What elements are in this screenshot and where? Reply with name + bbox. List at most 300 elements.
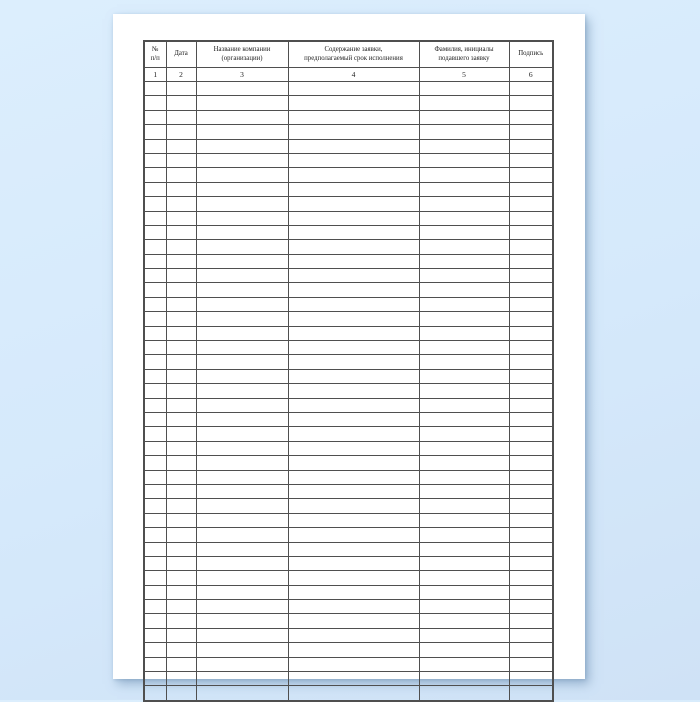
table-cell-company — [196, 614, 288, 628]
table-cell-number — [144, 384, 166, 398]
table-cell-number — [144, 312, 166, 326]
table-cell-signature — [509, 211, 553, 225]
table-cell-applicant — [419, 225, 509, 239]
table-cell-request — [288, 153, 419, 167]
table-cell-date — [166, 110, 196, 124]
table-cell-applicant — [419, 484, 509, 498]
table-cell-number — [144, 412, 166, 426]
table-cell-number — [144, 355, 166, 369]
table-cell-company — [196, 168, 288, 182]
table-cell-number — [144, 225, 166, 239]
table-cell-date — [166, 556, 196, 570]
table-cell-request — [288, 686, 419, 701]
table-cell-company — [196, 283, 288, 297]
table-cell-company — [196, 139, 288, 153]
table-cell-date — [166, 412, 196, 426]
table-row — [144, 398, 553, 412]
column-header-line: предполагаемый срок исполнения — [304, 54, 403, 62]
table-cell-date — [166, 672, 196, 686]
table-cell-signature — [509, 528, 553, 542]
table-cell-date — [166, 686, 196, 701]
column-index-date: 2 — [166, 68, 196, 82]
table-cell-date — [166, 484, 196, 498]
table-cell-applicant — [419, 427, 509, 441]
table-cell-date — [166, 312, 196, 326]
table-cell-number — [144, 82, 166, 96]
table-cell-applicant — [419, 82, 509, 96]
table-cell-number — [144, 269, 166, 283]
table-header-row — [144, 41, 553, 68]
table-cell-signature — [509, 326, 553, 340]
table-cell-signature — [509, 441, 553, 455]
table-cell-signature — [509, 600, 553, 614]
table-row — [144, 585, 553, 599]
table-cell-date — [166, 182, 196, 196]
table-cell-signature — [509, 341, 553, 355]
table-cell-applicant — [419, 456, 509, 470]
column-index-request: 4 — [288, 68, 419, 82]
table-cell-company — [196, 254, 288, 268]
table-cell-company — [196, 96, 288, 110]
table-row — [144, 96, 553, 110]
table-cell-number — [144, 657, 166, 671]
table-cell-number — [144, 240, 166, 254]
table-cell-request — [288, 355, 419, 369]
table-cell-applicant — [419, 326, 509, 340]
table-cell-signature — [509, 297, 553, 311]
table-cell-applicant — [419, 585, 509, 599]
table-cell-request — [288, 412, 419, 426]
table-cell-applicant — [419, 513, 509, 527]
table-cell-request — [288, 82, 419, 96]
column-index-row — [144, 68, 553, 82]
table-cell-date — [166, 657, 196, 671]
table-cell-date — [166, 427, 196, 441]
table-cell-company — [196, 240, 288, 254]
column-index-company: 3 — [196, 68, 288, 82]
table-cell-signature — [509, 312, 553, 326]
column-header-line: Фамилия, инициалы — [434, 46, 494, 54]
table-cell-request — [288, 585, 419, 599]
table-cell-number — [144, 571, 166, 585]
table-cell-company — [196, 225, 288, 239]
table-cell-number — [144, 283, 166, 297]
table-cell-request — [288, 125, 419, 139]
table-cell-number — [144, 139, 166, 153]
table-row — [144, 643, 553, 657]
table-cell-date — [166, 341, 196, 355]
table-cell-signature — [509, 96, 553, 110]
table-row — [144, 211, 553, 225]
table-cell-signature — [509, 125, 553, 139]
column-header-number — [144, 41, 166, 68]
table-cell-company — [196, 326, 288, 340]
column-header-request — [288, 41, 419, 68]
table-cell-number — [144, 672, 166, 686]
table-cell-date — [166, 82, 196, 96]
table-cell-company — [196, 412, 288, 426]
table-cell-request — [288, 456, 419, 470]
table-row — [144, 528, 553, 542]
table-cell-request — [288, 269, 419, 283]
table-cell-signature — [509, 672, 553, 686]
table-cell-request — [288, 96, 419, 110]
table-cell-date — [166, 499, 196, 513]
table-cell-company — [196, 211, 288, 225]
table-cell-applicant — [419, 412, 509, 426]
table-cell-number — [144, 125, 166, 139]
table-cell-applicant — [419, 125, 509, 139]
table-cell-signature — [509, 470, 553, 484]
table-cell-company — [196, 643, 288, 657]
table-cell-number — [144, 110, 166, 124]
table-cell-signature — [509, 153, 553, 167]
table-cell-date — [166, 355, 196, 369]
table-row — [144, 499, 553, 513]
table-cell-applicant — [419, 297, 509, 311]
table-cell-request — [288, 139, 419, 153]
table-cell-date — [166, 643, 196, 657]
table-cell-number — [144, 556, 166, 570]
table-cell-request — [288, 542, 419, 556]
table-cell-number — [144, 585, 166, 599]
table-cell-applicant — [419, 182, 509, 196]
table-cell-number — [144, 398, 166, 412]
table-cell-applicant — [419, 528, 509, 542]
table-cell-signature — [509, 556, 553, 570]
table-cell-number — [144, 297, 166, 311]
table-cell-signature — [509, 355, 553, 369]
table-cell-number — [144, 614, 166, 628]
table-cell-company — [196, 341, 288, 355]
table-cell-date — [166, 269, 196, 283]
table-cell-signature — [509, 225, 553, 239]
table-cell-number — [144, 326, 166, 340]
table-cell-date — [166, 96, 196, 110]
table-cell-signature — [509, 513, 553, 527]
table-cell-number — [144, 441, 166, 455]
table-row — [144, 139, 553, 153]
table-cell-company — [196, 355, 288, 369]
table-cell-applicant — [419, 211, 509, 225]
table-cell-signature — [509, 168, 553, 182]
table-cell-date — [166, 369, 196, 383]
table-cell-number — [144, 254, 166, 268]
table-cell-signature — [509, 499, 553, 513]
table-cell-number — [144, 153, 166, 167]
table-cell-date — [166, 168, 196, 182]
table-cell-company — [196, 398, 288, 412]
table-cell-signature — [509, 110, 553, 124]
table-cell-applicant — [419, 341, 509, 355]
table-row — [144, 628, 553, 642]
table-cell-applicant — [419, 110, 509, 124]
table-cell-signature — [509, 686, 553, 701]
table-cell-applicant — [419, 96, 509, 110]
table-cell-request — [288, 441, 419, 455]
table-cell-signature — [509, 614, 553, 628]
table-cell-company — [196, 441, 288, 455]
table-cell-applicant — [419, 672, 509, 686]
table-head — [144, 41, 553, 82]
table-cell-request — [288, 484, 419, 498]
column-header-line: (организации) — [221, 54, 263, 62]
table-cell-signature — [509, 628, 553, 642]
table-row — [144, 283, 553, 297]
table-row — [144, 384, 553, 398]
column-index-signature: 6 — [509, 68, 553, 82]
table-cell-date — [166, 542, 196, 556]
column-index-number: 1 — [144, 68, 166, 82]
table-cell-request — [288, 528, 419, 542]
table-cell-number — [144, 643, 166, 657]
table-row — [144, 153, 553, 167]
table-cell-company — [196, 686, 288, 701]
table-cell-request — [288, 225, 419, 239]
table-cell-applicant — [419, 369, 509, 383]
table-cell-company — [196, 600, 288, 614]
table-cell-request — [288, 211, 419, 225]
table-cell-signature — [509, 197, 553, 211]
table-cell-request — [288, 499, 419, 513]
table-cell-number — [144, 470, 166, 484]
table-cell-request — [288, 297, 419, 311]
table-cell-request — [288, 571, 419, 585]
table-cell-signature — [509, 456, 553, 470]
table-row — [144, 456, 553, 470]
table-cell-number — [144, 528, 166, 542]
table-cell-request — [288, 600, 419, 614]
table-cell-date — [166, 326, 196, 340]
table-cell-applicant — [419, 542, 509, 556]
table-cell-number — [144, 456, 166, 470]
table-cell-date — [166, 197, 196, 211]
table-row — [144, 614, 553, 628]
table-row — [144, 326, 553, 340]
table-cell-request — [288, 427, 419, 441]
table-cell-request — [288, 513, 419, 527]
table-cell-number — [144, 686, 166, 701]
table-cell-applicant — [419, 312, 509, 326]
table-cell-date — [166, 398, 196, 412]
table-cell-applicant — [419, 499, 509, 513]
table-cell-signature — [509, 283, 553, 297]
table-cell-date — [166, 240, 196, 254]
table-cell-number — [144, 197, 166, 211]
table-cell-request — [288, 657, 419, 671]
table-row — [144, 686, 553, 701]
table-cell-date — [166, 513, 196, 527]
table-cell-signature — [509, 369, 553, 383]
table-row — [144, 672, 553, 686]
table-cell-signature — [509, 182, 553, 196]
table-cell-request — [288, 326, 419, 340]
table-cell-company — [196, 470, 288, 484]
table-row — [144, 312, 553, 326]
table-cell-date — [166, 571, 196, 585]
table-cell-company — [196, 125, 288, 139]
table-cell-signature — [509, 542, 553, 556]
table-cell-request — [288, 672, 419, 686]
table-cell-applicant — [419, 384, 509, 398]
table-cell-request — [288, 398, 419, 412]
table-cell-number — [144, 513, 166, 527]
table-cell-number — [144, 341, 166, 355]
table-cell-signature — [509, 82, 553, 96]
table-row — [144, 513, 553, 527]
table-cell-number — [144, 600, 166, 614]
table-cell-company — [196, 312, 288, 326]
table-cell-signature — [509, 240, 553, 254]
table-cell-applicant — [419, 556, 509, 570]
table-cell-request — [288, 168, 419, 182]
table-cell-applicant — [419, 355, 509, 369]
table-cell-date — [166, 470, 196, 484]
table-cell-date — [166, 600, 196, 614]
table-cell-request — [288, 614, 419, 628]
column-header-line: Содержание заявки, — [324, 46, 383, 54]
table-cell-number — [144, 96, 166, 110]
table-row — [144, 657, 553, 671]
table-cell-signature — [509, 412, 553, 426]
table-cell-date — [166, 125, 196, 139]
column-header-line: подавшего заявку — [438, 54, 490, 62]
table-cell-company — [196, 672, 288, 686]
table-cell-company — [196, 628, 288, 642]
column-header-line: п/п — [150, 54, 160, 62]
table-cell-date — [166, 139, 196, 153]
table-row — [144, 82, 553, 96]
table-cell-applicant — [419, 197, 509, 211]
table-row — [144, 240, 553, 254]
table-cell-signature — [509, 254, 553, 268]
table-row — [144, 341, 553, 355]
table-cell-date — [166, 628, 196, 642]
table-cell-number — [144, 542, 166, 556]
table-cell-company — [196, 269, 288, 283]
table-cell-request — [288, 341, 419, 355]
column-header-line: Дата — [174, 50, 188, 58]
registration-form-table — [143, 40, 554, 702]
table-cell-number — [144, 484, 166, 498]
table-cell-date — [166, 441, 196, 455]
table-cell-company — [196, 456, 288, 470]
column-header-line: № — [152, 46, 159, 54]
column-index-applicant: 5 — [419, 68, 509, 82]
table-cell-company — [196, 297, 288, 311]
table-cell-company — [196, 82, 288, 96]
table-cell-request — [288, 556, 419, 570]
table-row — [144, 125, 553, 139]
table-cell-number — [144, 369, 166, 383]
table-cell-company — [196, 542, 288, 556]
table-cell-date — [166, 283, 196, 297]
table-cell-applicant — [419, 269, 509, 283]
table-cell-number — [144, 168, 166, 182]
table-cell-date — [166, 254, 196, 268]
table-row — [144, 254, 553, 268]
table-cell-date — [166, 614, 196, 628]
table-cell-request — [288, 470, 419, 484]
table-cell-date — [166, 384, 196, 398]
table-cell-applicant — [419, 139, 509, 153]
table-cell-date — [166, 297, 196, 311]
table-cell-applicant — [419, 254, 509, 268]
table-cell-company — [196, 182, 288, 196]
column-header-line: Подпись — [518, 50, 544, 58]
column-header-applicant — [419, 41, 509, 68]
table-cell-number — [144, 499, 166, 513]
table-cell-signature — [509, 384, 553, 398]
table-cell-request — [288, 240, 419, 254]
table-row — [144, 182, 553, 196]
table-cell-applicant — [419, 283, 509, 297]
table-cell-request — [288, 643, 419, 657]
table-cell-request — [288, 197, 419, 211]
column-header-signature — [509, 41, 553, 68]
table-row — [144, 571, 553, 585]
table-cell-request — [288, 283, 419, 297]
table-row — [144, 441, 553, 455]
table-cell-applicant — [419, 153, 509, 167]
table-cell-company — [196, 657, 288, 671]
table-cell-applicant — [419, 686, 509, 701]
table-body — [144, 82, 553, 701]
table-cell-request — [288, 369, 419, 383]
table-cell-date — [166, 225, 196, 239]
table-cell-number — [144, 427, 166, 441]
table-cell-applicant — [419, 398, 509, 412]
table-cell-signature — [509, 139, 553, 153]
table-cell-date — [166, 153, 196, 167]
table-cell-request — [288, 182, 419, 196]
table-cell-applicant — [419, 614, 509, 628]
table-row — [144, 427, 553, 441]
table-cell-company — [196, 369, 288, 383]
column-header-date — [166, 41, 196, 68]
table-cell-number — [144, 182, 166, 196]
table-cell-signature — [509, 585, 553, 599]
table-cell-request — [288, 110, 419, 124]
table-cell-signature — [509, 484, 553, 498]
table-cell-signature — [509, 657, 553, 671]
table-row — [144, 225, 553, 239]
table-cell-company — [196, 513, 288, 527]
table-cell-applicant — [419, 240, 509, 254]
table-cell-company — [196, 197, 288, 211]
table-cell-company — [196, 153, 288, 167]
table-cell-request — [288, 628, 419, 642]
table-cell-company — [196, 484, 288, 498]
table-row — [144, 110, 553, 124]
table-row — [144, 197, 553, 211]
table-row — [144, 600, 553, 614]
table-cell-company — [196, 110, 288, 124]
table-cell-date — [166, 585, 196, 599]
table-cell-signature — [509, 427, 553, 441]
table-row — [144, 269, 553, 283]
table-row — [144, 369, 553, 383]
table-cell-request — [288, 384, 419, 398]
table-cell-applicant — [419, 643, 509, 657]
table-cell-company — [196, 528, 288, 542]
table-row — [144, 542, 553, 556]
table-cell-applicant — [419, 657, 509, 671]
table-cell-signature — [509, 398, 553, 412]
table-cell-date — [166, 528, 196, 542]
table-cell-company — [196, 427, 288, 441]
table-cell-request — [288, 312, 419, 326]
